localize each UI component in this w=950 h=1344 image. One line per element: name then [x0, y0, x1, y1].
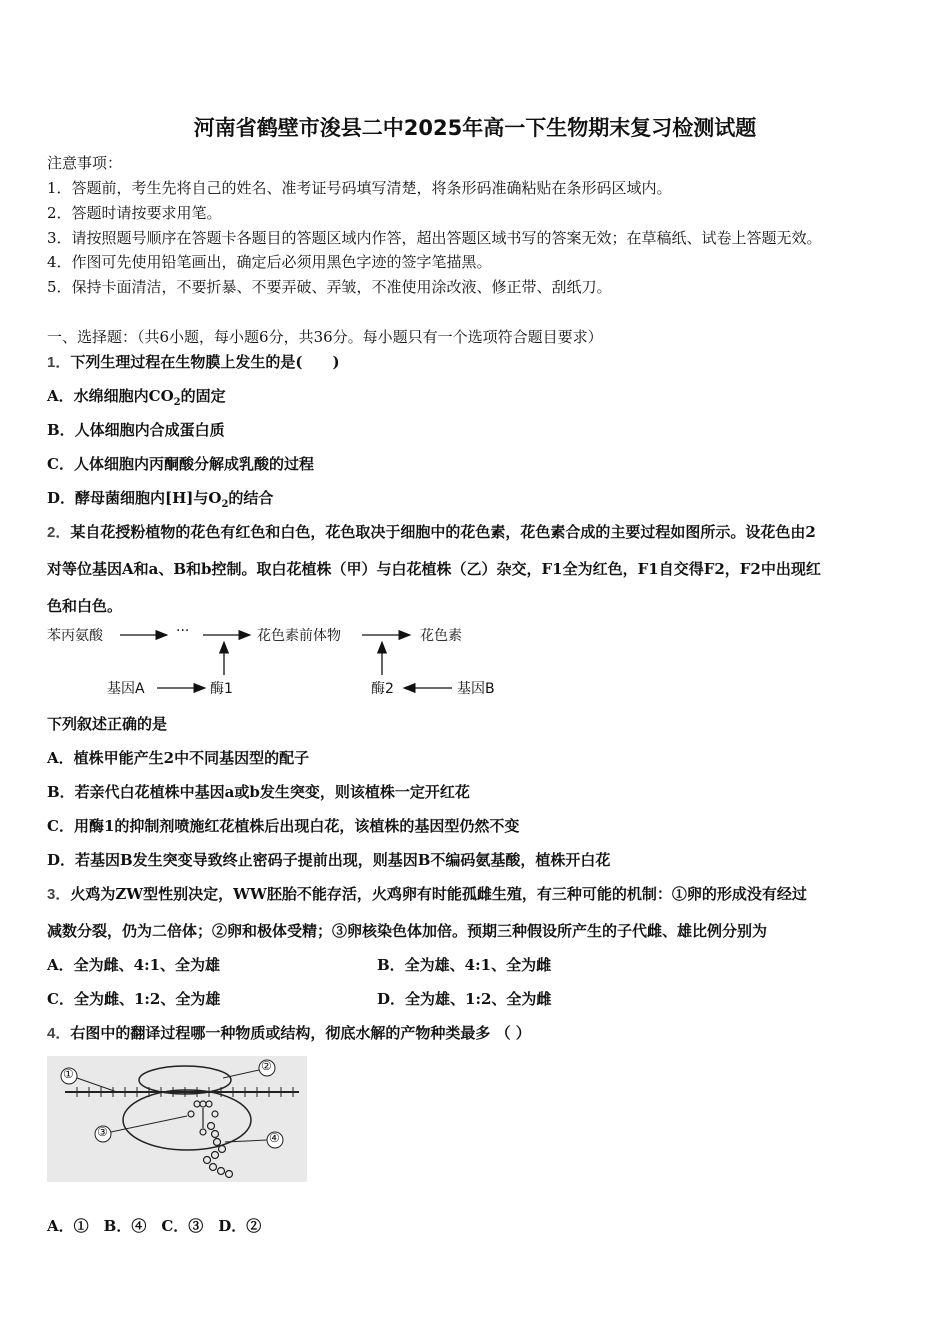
question-number: 3．	[47, 886, 71, 903]
question-2-prompt: 下列叙述正确的是	[47, 715, 168, 733]
question-number: 2．	[47, 524, 71, 541]
q1-option-b: B．人体细胞内合成蛋白质	[47, 421, 225, 439]
question-4-stem: 4．右图中的翻译过程哪一种物质或结构，彻底水解的产物种类最多 （ ）	[47, 1024, 531, 1042]
figure-label-4: ④	[269, 1131, 280, 1145]
q2-option-d: D．若基因B发生突变导致终止密码子提前出现，则基因B不编码氨基酸，植株开白花	[47, 851, 611, 869]
diagram-dots: ···	[176, 623, 190, 639]
question-2-stem-line: 色和白色。	[47, 597, 123, 615]
question-number: 1．	[47, 354, 71, 371]
question-2-stem: 2．某自花授粉植物的花色有红色和白色，花色取决于细胞中的花色素，花色素合成的主要过程如图所示。设花色由2	[47, 523, 816, 541]
question-2-stem-line: 对等位基因A和a、B和b控制。取白花植株（甲）与白花植株（乙）杂交，F1全为红色，F1自交得F2，F2中出现红	[47, 560, 821, 578]
notice-item: 3．请按照题号顺序在答题卡各题目的答题区域内作答，超出答题区域书写的答案无效；在草稿纸、试卷上答题无效。	[47, 229, 822, 247]
notice-item: 4．作图可先使用铅笔画出，确定后必须用黑色字迹的签字笔描黑。	[47, 253, 492, 271]
q2-option-c: C．用酶1的抑制剂喷施红花植株后出现白花，该植株的基因型仍然不变	[47, 817, 520, 835]
section-heading: 一、选择题：（共6小题，每小题6分，共36分。每小题只有一个选项符合题目要求）	[47, 328, 603, 346]
notice-item: 2．答题时请按要求用笔。	[47, 204, 222, 222]
figure-label-2: ②	[261, 1059, 272, 1073]
diagram-gene-b: 基因B	[457, 681, 495, 697]
notice-item: 1．答题前，考生先将自己的姓名、准考证号码填写清楚，将条形码准确粘贴在条形码区域内。	[47, 179, 672, 197]
notice-item: 5．保持卡面清洁，不要折暴、不要弄破、弄皱，不准使用涂改液、修正带、刮纸刀。	[47, 278, 612, 296]
question-3-stem: 3．火鸡为ZW型性别决定，WW胚胎不能存活，火鸡卵有时能孤雌生殖，有三种可能的机制：①卵的形成没有经过	[47, 885, 807, 903]
q3-option-a: A．全为雌、4:1、全为雄	[47, 956, 221, 974]
q4-options: A．① B．④ C．③ D．②	[47, 1217, 262, 1235]
q2-option-a: A．植株甲能产生2中不同基因型的配子	[47, 749, 310, 767]
notice-heading: 注意事项：	[47, 154, 123, 172]
question-number: 4．	[47, 1025, 71, 1042]
page-title: 河南省鹤壁市浚县二中2025年高一下生物期末复习检测试题	[193, 116, 757, 140]
ribosome-diagram	[47, 1056, 307, 1182]
diagram-precursor: 花色素前体物	[257, 628, 341, 644]
q3-option-c: C．全为雌、1:2、全为雄	[47, 990, 221, 1008]
diagram-enzyme-2: 酶2	[371, 681, 394, 697]
q2-option-b: B．若亲代白花植株中基因a或b发生突变，则该植株一定开红花	[47, 783, 470, 801]
q3-option-b: B．全为雄、4:1、全为雌	[377, 956, 552, 974]
question-1-stem: 1．下列生理过程在生物膜上发生的是( )	[47, 353, 340, 371]
figure-label-1: ①	[63, 1067, 74, 1081]
diagram-enzyme-1: 酶1	[210, 681, 233, 697]
diagram-start: 苯丙氨酸	[47, 628, 103, 644]
diagram-end: 花色素	[420, 628, 462, 644]
q3-option-d: D．全为雄、1:2、全为雌	[377, 990, 552, 1008]
figure-label-3: ③	[97, 1125, 108, 1139]
question-3-stem-line: 减数分裂，仍为二倍体；②卵和极体受精；③卵核染色体加倍。预期三种假设所产生的子代雌、雄比例分别为	[47, 922, 768, 940]
q1-option-d: D．酵母菌细胞内[H]与$O_2$的结合	[47, 489, 274, 510]
q1-option-c: C．人体细胞内丙酮酸分解成乳酸的过程	[47, 455, 314, 473]
q1-option-a: A．水绵细胞内$CO_2$的固定	[47, 387, 226, 408]
translation-figure	[47, 1056, 307, 1182]
diagram-gene-a: 基因A	[107, 681, 145, 697]
